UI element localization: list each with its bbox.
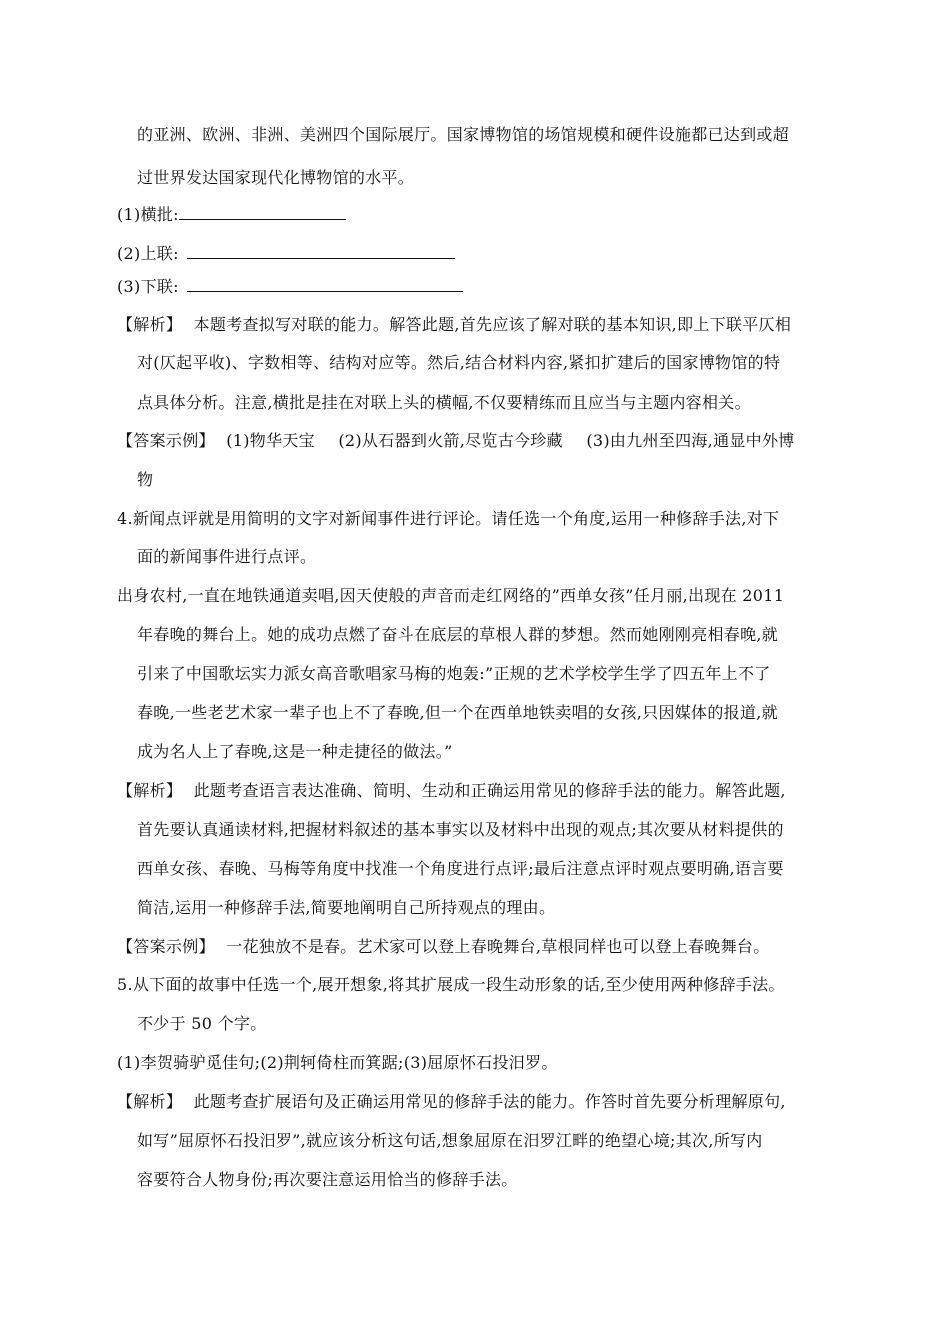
q4-material-line-2: 年春晚的舞台上。她的成功点燃了奋斗在底层的草根人群的梦想。然而她刚刚亮相春晚,就	[137, 625, 779, 644]
q3-analysis-line-1	[117, 314, 791, 336]
q5-prompt-line-2: 不少于 50 个字。	[137, 1014, 267, 1033]
q3-answer-line-1	[117, 430, 795, 452]
q5-options: (1)李贺骑驴觅佳句;(2)荆轲倚柱而箕踞;(3)屈原怀石投汨罗。	[117, 1053, 558, 1072]
answer-tag: 【答案示例】	[117, 431, 215, 450]
q4-material-line-1: 出身农村,一直在地铁通道卖唱,因天使般的声音而走红网络的”西单女孩”任月丽,出现在 2011	[117, 586, 785, 605]
q4-material-line-4: 春晚,一些老艺术家一辈子也上不了春晚,但一个在西单地铁卖唱的女孩,只因媒体的报道,就	[137, 703, 778, 722]
answer-tag: 【答案示例】	[117, 937, 215, 956]
analysis-text: 此题考查语言表达准确、简明、生动和正确运用常见的修辞手法的能力。解答此题,	[193, 781, 786, 800]
q3-analysis-line-2: 对(仄起平收)、字数相等、结构对应等。然后,结合材料内容,紧扣扩建后的国家博物馆的特	[137, 353, 781, 372]
hengpi-item	[117, 203, 346, 226]
shanglian-label: (2)上联:	[117, 244, 179, 263]
q5-prompt-line-1: 5.从下面的故事中任选一个,展开想象,将其扩展成一段生动形象的话,至少使用两种修辞手法。	[117, 975, 785, 994]
q4-prompt-line-2: 面的新闻事件进行点评。	[137, 547, 317, 566]
shanglian-blank[interactable]	[187, 242, 455, 259]
answer-text: 一花独放不是春。艺术家可以登上春晚舞台,草根同样也可以登上春晚舞台。	[226, 937, 770, 956]
analysis-tag: 【解析】	[117, 1092, 183, 1111]
answer-2: (2)从石器到火箭,尽览古今珍藏	[338, 431, 563, 450]
q4-prompt-line-1: 4.新闻点评就是用简明的文字对新闻事件进行评论。请任选一个角度,运用一种修辞手法,对下	[117, 509, 780, 528]
answer-1: (1)物华天宝	[226, 431, 315, 450]
q5-analysis-line-3: 容要符合人物身份;再次要注意运用恰当的修辞手法。	[137, 1170, 518, 1189]
intro-line-1: 的亚洲、欧洲、非洲、美洲四个国际展厅。国家博物馆的场馆规模和硬件设施都已达到或超	[137, 125, 790, 144]
intro-line-2: 过世界发达国家现代化博物馆的水平。	[137, 168, 415, 187]
xialian-blank[interactable]	[187, 275, 463, 292]
q4-analysis-line-4: 简洁,运用一种修辞手法,简要地阐明自己所持观点的理由。	[137, 898, 556, 917]
analysis-tag: 【解析】	[117, 781, 183, 800]
q3-answer-line-2: 物	[137, 470, 154, 489]
xialian-item	[117, 275, 463, 298]
q3-analysis-line-3: 点具体分析。注意,横批是挂在对联上头的横幅,不仅要精练而且应当与主题内容相关。	[137, 393, 751, 412]
answer-3: (3)由九州至四海,通显中外博	[586, 431, 795, 450]
shanglian-item	[117, 242, 455, 265]
q4-material-line-5: 成为名人上了春晚,这是一种走捷径的做法。”	[137, 742, 453, 761]
q4-analysis-line-3: 西单女孩、春晚、马梅等角度中找准一个角度进行点评;最后注意点评时观点要明确,语言要	[137, 859, 784, 878]
hengpi-label: (1)横批:	[117, 205, 179, 224]
analysis-tag: 【解析】	[117, 315, 183, 334]
q4-material-line-3: 引来了中国歌坛实力派女高音歌唱家马梅的炮轰:”正规的艺术学校学生学了四五年上不了	[137, 664, 771, 683]
xialian-label: (3)下联:	[117, 277, 179, 296]
analysis-text: 本题考查拟写对联的能力。解答此题,首先应该了解对联的基本知识,即上下联平仄相	[193, 315, 792, 334]
analysis-text: 此题考查扩展语句及正确运用常见的修辞手法的能力。作答时首先要分析理解原句,	[193, 1092, 786, 1111]
q4-answer-line	[117, 936, 770, 958]
q5-analysis-line-1	[117, 1091, 786, 1113]
hengpi-blank[interactable]	[179, 203, 346, 220]
q5-analysis-line-2: 如写”屈原怀石投汨罗”,就应该分析这句话,想象屈原在汨罗江畔的绝望心境;其次,所写内	[137, 1131, 763, 1150]
q4-analysis-line-2: 首先要认真通读材料,把握材料叙述的基本事实以及材料中出现的观点;其次要从材料提供的	[137, 820, 784, 839]
q4-analysis-line-1	[117, 780, 786, 802]
